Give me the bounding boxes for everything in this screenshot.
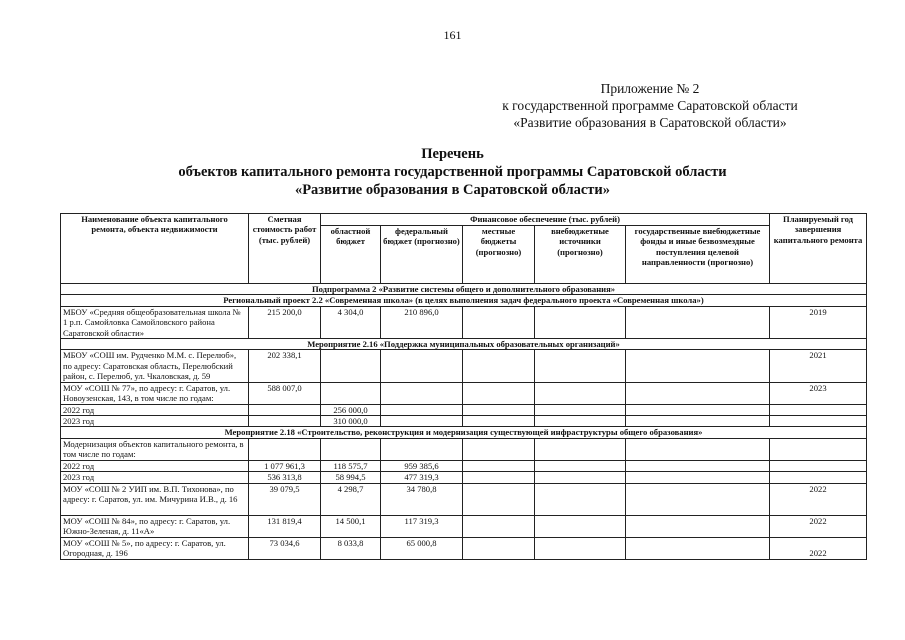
measure-218-row: Мероприятие 2.18 «Строительство, реконструкция и модернизация существующей инфраструктуры общего образования» <box>61 427 867 438</box>
row-extra <box>535 483 626 515</box>
row-local <box>463 306 535 338</box>
row-local <box>463 472 535 483</box>
row-federal: 210 896,0 <box>381 306 463 338</box>
row-cost: 39 079,5 <box>249 483 321 515</box>
row-regional: 14 500,1 <box>321 515 381 537</box>
table-row <box>61 460 867 471</box>
row-cost: 215 200,0 <box>249 306 321 338</box>
row-state-funds <box>626 350 770 382</box>
row-year: 2023 <box>770 382 867 404</box>
row-cost: 73 034,6 <box>249 537 321 559</box>
row-local <box>463 537 535 559</box>
row-regional: 256 000,0 <box>321 404 381 415</box>
row-name: 2022 год <box>61 404 249 415</box>
row-state-funds <box>626 472 770 483</box>
row-name: МОУ «СОШ № 5», по адресу: г. Саратов, ул. Огородная, д. 196 <box>61 537 249 559</box>
row-year <box>770 472 867 483</box>
row-state-funds <box>626 306 770 338</box>
table-row <box>61 306 867 338</box>
row-state-funds <box>626 416 770 427</box>
row-cost: 131 819,4 <box>249 515 321 537</box>
row-extra <box>535 472 626 483</box>
row-state-funds <box>626 382 770 404</box>
row-cost <box>249 416 321 427</box>
header-state-funds: государственные внебюджетные фонды и иные безвозмездные поступления целевой направленности (прогнозно) <box>626 226 770 284</box>
appendix-line-2: к государственной программе Саратовской области <box>502 98 798 113</box>
row-state-funds <box>626 460 770 471</box>
row-federal: 117 319,3 <box>381 515 463 537</box>
row-federal <box>381 404 463 415</box>
header-local: местные бюджеты (прогнозно) <box>463 226 535 284</box>
row-extra <box>535 382 626 404</box>
row-federal: 34 780,8 <box>381 483 463 515</box>
row-name: 2023 год <box>61 416 249 427</box>
table-row <box>61 416 867 427</box>
row-year: 2022 <box>770 483 867 515</box>
row-extra <box>535 438 626 460</box>
page-number: 161 <box>443 28 462 42</box>
document-title <box>0 145 905 199</box>
row-year: 2021 <box>770 350 867 382</box>
row-name: МОУ «СОШ № 84», по адресу: г. Саратов, ул. Южно-Зеленая, д. 11«А» <box>61 515 249 537</box>
row-regional <box>321 438 381 460</box>
row-extra <box>535 306 626 338</box>
row-year: 2022 <box>770 537 867 559</box>
appendix-line-1: Приложение № 2 <box>600 81 700 96</box>
row-cost: 1 077 961,3 <box>249 460 321 471</box>
row-regional: 8 033,8 <box>321 537 381 559</box>
subprogram-row: Подпрограмма 2 «Развитие системы общего и дополнительного образования» <box>61 284 867 295</box>
table-row <box>61 472 867 483</box>
table-row <box>61 382 867 404</box>
row-cost: 202 338,1 <box>249 350 321 382</box>
row-local <box>463 404 535 415</box>
row-cost <box>249 404 321 415</box>
row-name: Модернизация объектов капитального ремонта, в том числе по годам: <box>61 438 249 460</box>
row-extra <box>535 460 626 471</box>
header-year: Планируемый год завершения капитального ремонта <box>770 214 867 284</box>
project-row: Региональный проект 2.2 «Современная школа» (в целях выполнения задач федерального проекта «Современная школа») <box>61 295 867 306</box>
row-local <box>463 483 535 515</box>
row-regional: 58 994,5 <box>321 472 381 483</box>
header-regional: областной бюджет <box>321 226 381 284</box>
row-regional: 4 304,0 <box>321 306 381 338</box>
header-extra: внебюджетные источники (прогнозно) <box>535 226 626 284</box>
row-regional <box>321 350 381 382</box>
header-federal: федеральный бюджет (прогнозно) <box>381 226 463 284</box>
row-regional: 4 298,7 <box>321 483 381 515</box>
row-state-funds <box>626 483 770 515</box>
table-row <box>61 350 867 382</box>
row-local <box>463 382 535 404</box>
row-year <box>770 438 867 460</box>
row-local <box>463 460 535 471</box>
row-extra <box>535 537 626 559</box>
row-extra <box>535 515 626 537</box>
row-extra <box>535 404 626 415</box>
row-name: 2023 год <box>61 472 249 483</box>
row-federal <box>381 350 463 382</box>
row-year <box>770 416 867 427</box>
row-federal <box>381 382 463 404</box>
row-local <box>463 515 535 537</box>
row-year: 2022 <box>770 515 867 537</box>
title-line-2: объектов капитального ремонта государственной программы Саратовской области <box>178 164 727 180</box>
row-state-funds <box>626 537 770 559</box>
row-local <box>463 416 535 427</box>
row-regional: 310 000,0 <box>321 416 381 427</box>
row-name: 2022 год <box>61 460 249 471</box>
row-local <box>463 350 535 382</box>
table-row <box>61 515 867 537</box>
table-row <box>61 537 867 559</box>
row-name: МОУ «СОШ № 77», по адресу: г. Саратов, ул. Новоузенская, 143, в том числе по годам: <box>61 382 249 404</box>
table-row <box>61 438 867 460</box>
table-row <box>61 404 867 415</box>
row-year: 2019 <box>770 306 867 338</box>
appendix-line-3: «Развитие образования в Саратовской области» <box>513 115 787 130</box>
header-name: Наименование объекта капитального ремонта, объекта недвижимости <box>61 214 249 284</box>
row-regional <box>321 382 381 404</box>
row-state-funds <box>626 404 770 415</box>
row-year <box>770 404 867 415</box>
header-cost: Сметная стоимость работ (тыс. рублей) <box>249 214 321 284</box>
row-federal <box>381 438 463 460</box>
appendix-header <box>470 80 830 131</box>
row-local <box>463 438 535 460</box>
row-name: МБОУ «Средняя общеобразовательная школа № 1 р.п. Самойловка Самойловского района Саратовской области» <box>61 306 249 338</box>
row-extra <box>535 350 626 382</box>
title-line-3: «Развитие образования в Саратовской области» <box>294 182 611 198</box>
row-year <box>770 460 867 471</box>
row-name: МОУ «СОШ № 2 УИП им. В.П. Тихонова», по адресу: г. Саратов, ул. им. Мичурина И.В., д. 16 <box>61 483 249 515</box>
row-regional: 118 575,7 <box>321 460 381 471</box>
row-federal: 477 319,3 <box>381 472 463 483</box>
row-cost <box>249 438 321 460</box>
row-federal: 959 385,6 <box>381 460 463 471</box>
row-federal: 65 000,8 <box>381 537 463 559</box>
title-line-1: Перечень <box>421 146 484 162</box>
row-cost: 588 007,0 <box>249 382 321 404</box>
row-federal <box>381 416 463 427</box>
measure-216-row: Мероприятие 2.16 «Поддержка муниципальных образовательных организаций» <box>61 339 867 350</box>
row-name: МБОУ «СОШ им. Рудченко М.М. с. Перелюб», по адресу: Саратовская область, Перелюбский район, с. Перелюб, ул. Чкаловская, д. 59 <box>61 350 249 382</box>
row-cost: 536 313,8 <box>249 472 321 483</box>
row-state-funds <box>626 515 770 537</box>
row-state-funds <box>626 438 770 460</box>
capital-repair-table <box>60 213 867 560</box>
table-row <box>61 483 867 515</box>
header-financing: Финансовое обеспечение (тыс. рублей) <box>321 214 770 226</box>
row-extra <box>535 416 626 427</box>
